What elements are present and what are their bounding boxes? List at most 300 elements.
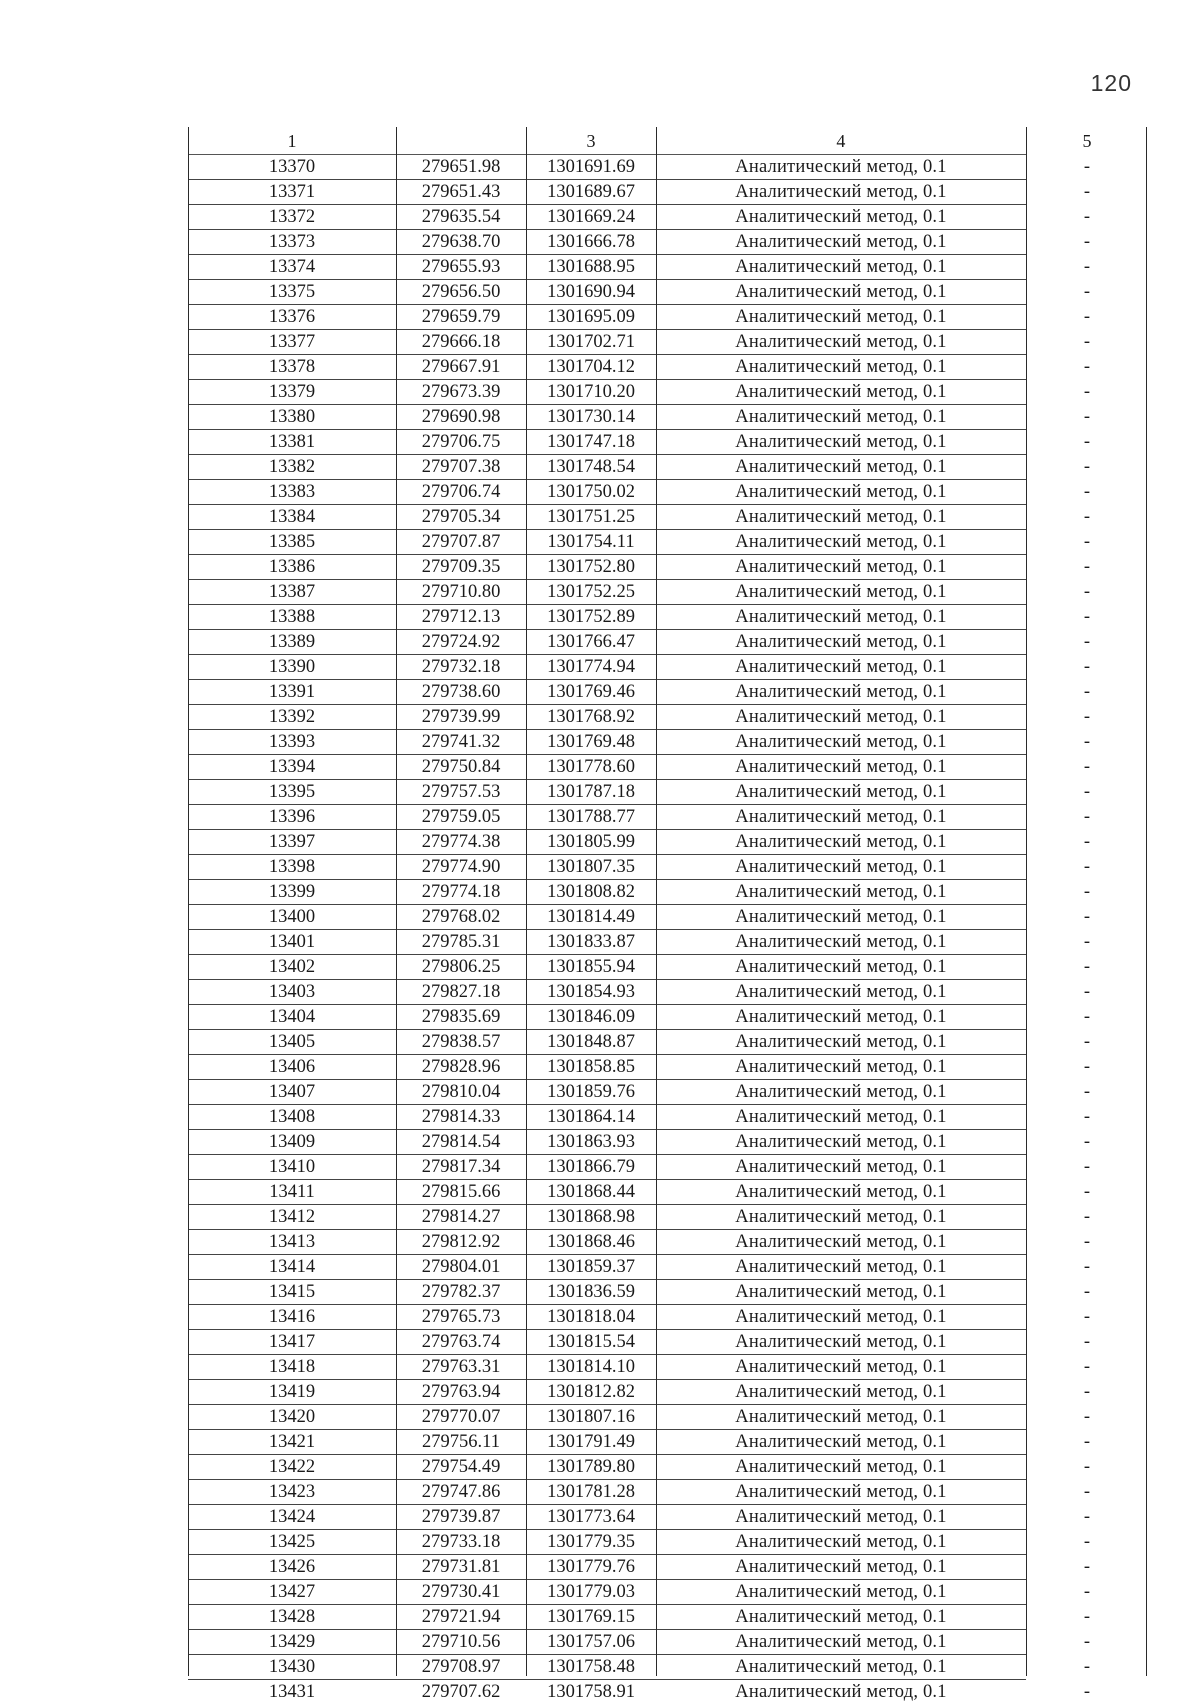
method-cell: Аналитический метод, 0.1 bbox=[656, 1580, 1026, 1605]
note-cell: - bbox=[1026, 1605, 1148, 1630]
table-row bbox=[188, 705, 1148, 730]
y-coordinate-cell: 1301814.49 bbox=[526, 905, 656, 930]
method-cell: Аналитический метод, 0.1 bbox=[656, 905, 1026, 930]
note-cell: - bbox=[1026, 280, 1148, 305]
note-cell: - bbox=[1026, 405, 1148, 430]
method-cell: Аналитический метод, 0.1 bbox=[656, 1455, 1026, 1480]
point-number-cell: 13376 bbox=[188, 305, 396, 330]
x-coordinate-cell: 279804.01 bbox=[396, 1255, 526, 1280]
table-row bbox=[188, 1480, 1148, 1505]
y-coordinate-cell: 1301779.35 bbox=[526, 1530, 656, 1555]
point-number-cell: 13428 bbox=[188, 1605, 396, 1630]
y-coordinate-cell: 1301818.04 bbox=[526, 1305, 656, 1330]
table-row bbox=[188, 905, 1148, 930]
x-coordinate-cell: 279774.18 bbox=[396, 880, 526, 905]
y-coordinate-cell: 1301689.67 bbox=[526, 180, 656, 205]
note-cell: - bbox=[1026, 880, 1148, 905]
table-row bbox=[188, 630, 1148, 655]
x-coordinate-cell: 279817.34 bbox=[396, 1155, 526, 1180]
note-cell: - bbox=[1026, 1555, 1148, 1580]
table-row bbox=[188, 255, 1148, 280]
method-cell: Аналитический метод, 0.1 bbox=[656, 1105, 1026, 1130]
column-header-2 bbox=[396, 127, 526, 155]
x-coordinate-cell: 279768.02 bbox=[396, 905, 526, 930]
method-cell: Аналитический метод, 0.1 bbox=[656, 330, 1026, 355]
method-cell: Аналитический метод, 0.1 bbox=[656, 830, 1026, 855]
column-header-5: 5 bbox=[1026, 127, 1148, 155]
table-row bbox=[188, 405, 1148, 430]
y-coordinate-cell: 1301778.60 bbox=[526, 755, 656, 780]
x-coordinate-cell: 279690.98 bbox=[396, 405, 526, 430]
y-coordinate-cell: 1301769.46 bbox=[526, 680, 656, 705]
y-coordinate-cell: 1301781.28 bbox=[526, 1480, 656, 1505]
method-cell: Аналитический метод, 0.1 bbox=[656, 880, 1026, 905]
note-cell: - bbox=[1026, 205, 1148, 230]
table-row bbox=[188, 1680, 1148, 1704]
y-coordinate-cell: 1301688.95 bbox=[526, 255, 656, 280]
method-cell: Аналитический метод, 0.1 bbox=[656, 1505, 1026, 1530]
note-cell: - bbox=[1026, 230, 1148, 255]
point-number-cell: 13403 bbox=[188, 980, 396, 1005]
note-cell: - bbox=[1026, 480, 1148, 505]
note-cell: - bbox=[1026, 580, 1148, 605]
x-coordinate-cell: 279747.86 bbox=[396, 1480, 526, 1505]
x-coordinate-cell: 279651.43 bbox=[396, 180, 526, 205]
table-row bbox=[188, 1655, 1148, 1680]
method-cell: Аналитический метод, 0.1 bbox=[656, 1405, 1026, 1430]
y-coordinate-cell: 1301868.98 bbox=[526, 1205, 656, 1230]
x-coordinate-cell: 279705.34 bbox=[396, 505, 526, 530]
point-number-cell: 13396 bbox=[188, 805, 396, 830]
point-number-cell: 13427 bbox=[188, 1580, 396, 1605]
x-coordinate-cell: 279706.74 bbox=[396, 480, 526, 505]
method-cell: Аналитический метод, 0.1 bbox=[656, 580, 1026, 605]
point-number-cell: 13384 bbox=[188, 505, 396, 530]
method-cell: Аналитический метод, 0.1 bbox=[656, 180, 1026, 205]
y-coordinate-cell: 1301750.02 bbox=[526, 480, 656, 505]
point-number-cell: 13413 bbox=[188, 1230, 396, 1255]
note-cell: - bbox=[1026, 1655, 1148, 1680]
note-cell: - bbox=[1026, 1380, 1148, 1405]
x-coordinate-cell: 279666.18 bbox=[396, 330, 526, 355]
point-number-cell: 13407 bbox=[188, 1080, 396, 1105]
y-coordinate-cell: 1301758.48 bbox=[526, 1655, 656, 1680]
y-coordinate-cell: 1301766.47 bbox=[526, 630, 656, 655]
method-cell: Аналитический метод, 0.1 bbox=[656, 1255, 1026, 1280]
note-cell: - bbox=[1026, 305, 1148, 330]
method-cell: Аналитический метод, 0.1 bbox=[656, 455, 1026, 480]
point-number-cell: 13373 bbox=[188, 230, 396, 255]
x-coordinate-cell: 279814.54 bbox=[396, 1130, 526, 1155]
method-cell: Аналитический метод, 0.1 bbox=[656, 1380, 1026, 1405]
x-coordinate-cell: 279731.81 bbox=[396, 1555, 526, 1580]
y-coordinate-cell: 1301815.54 bbox=[526, 1330, 656, 1355]
x-coordinate-cell: 279835.69 bbox=[396, 1005, 526, 1030]
note-cell: - bbox=[1026, 605, 1148, 630]
note-cell: - bbox=[1026, 1355, 1148, 1380]
note-cell: - bbox=[1026, 1005, 1148, 1030]
table-row bbox=[188, 1330, 1148, 1355]
note-cell: - bbox=[1026, 855, 1148, 880]
table-divider-3 bbox=[656, 127, 657, 1676]
y-coordinate-cell: 1301855.94 bbox=[526, 955, 656, 980]
page-number: 120 bbox=[1091, 70, 1132, 97]
point-number-cell: 13371 bbox=[188, 180, 396, 205]
y-coordinate-cell: 1301666.78 bbox=[526, 230, 656, 255]
method-cell: Аналитический метод, 0.1 bbox=[656, 1005, 1026, 1030]
y-coordinate-cell: 1301752.25 bbox=[526, 580, 656, 605]
point-number-cell: 13399 bbox=[188, 880, 396, 905]
method-cell: Аналитический метод, 0.1 bbox=[656, 705, 1026, 730]
point-number-cell: 13426 bbox=[188, 1555, 396, 1580]
table-row bbox=[188, 930, 1148, 955]
method-cell: Аналитический метод, 0.1 bbox=[656, 1355, 1026, 1380]
x-coordinate-cell: 279667.91 bbox=[396, 355, 526, 380]
point-number-cell: 13372 bbox=[188, 205, 396, 230]
method-cell: Аналитический метод, 0.1 bbox=[656, 305, 1026, 330]
note-cell: - bbox=[1026, 780, 1148, 805]
note-cell: - bbox=[1026, 755, 1148, 780]
table-row bbox=[188, 1630, 1148, 1655]
table-row bbox=[188, 1355, 1148, 1380]
table-row bbox=[188, 1030, 1148, 1055]
x-coordinate-cell: 279763.94 bbox=[396, 1380, 526, 1405]
note-cell: - bbox=[1026, 830, 1148, 855]
y-coordinate-cell: 1301774.94 bbox=[526, 655, 656, 680]
method-cell: Аналитический метод, 0.1 bbox=[656, 1155, 1026, 1180]
y-coordinate-cell: 1301848.87 bbox=[526, 1030, 656, 1055]
point-number-cell: 13408 bbox=[188, 1105, 396, 1130]
note-cell: - bbox=[1026, 655, 1148, 680]
note-cell: - bbox=[1026, 1480, 1148, 1505]
table-row bbox=[188, 1455, 1148, 1480]
method-cell: Аналитический метод, 0.1 bbox=[656, 1630, 1026, 1655]
note-cell: - bbox=[1026, 1205, 1148, 1230]
note-cell: - bbox=[1026, 1080, 1148, 1105]
method-cell: Аналитический метод, 0.1 bbox=[656, 1330, 1026, 1355]
point-number-cell: 13418 bbox=[188, 1355, 396, 1380]
method-cell: Аналитический метод, 0.1 bbox=[656, 1680, 1026, 1704]
point-number-cell: 13430 bbox=[188, 1655, 396, 1680]
y-coordinate-cell: 1301788.77 bbox=[526, 805, 656, 830]
table-divider-2 bbox=[526, 127, 527, 1676]
method-cell: Аналитический метод, 0.1 bbox=[656, 630, 1026, 655]
table-divider-1 bbox=[396, 127, 397, 1676]
method-cell: Аналитический метод, 0.1 bbox=[656, 480, 1026, 505]
point-number-cell: 13383 bbox=[188, 480, 396, 505]
point-number-cell: 13378 bbox=[188, 355, 396, 380]
x-coordinate-cell: 279710.56 bbox=[396, 1630, 526, 1655]
table-row bbox=[188, 1080, 1148, 1105]
y-coordinate-cell: 1301773.64 bbox=[526, 1505, 656, 1530]
method-cell: Аналитический метод, 0.1 bbox=[656, 1180, 1026, 1205]
table-row bbox=[188, 1530, 1148, 1555]
table-row bbox=[188, 505, 1148, 530]
point-number-cell: 13424 bbox=[188, 1505, 396, 1530]
x-coordinate-cell: 279812.92 bbox=[396, 1230, 526, 1255]
method-cell: Аналитический метод, 0.1 bbox=[656, 1655, 1026, 1680]
method-cell: Аналитический метод, 0.1 bbox=[656, 980, 1026, 1005]
point-number-cell: 13394 bbox=[188, 755, 396, 780]
note-cell: - bbox=[1026, 1180, 1148, 1205]
note-cell: - bbox=[1026, 505, 1148, 530]
method-cell: Аналитический метод, 0.1 bbox=[656, 780, 1026, 805]
x-coordinate-cell: 279673.39 bbox=[396, 380, 526, 405]
method-cell: Аналитический метод, 0.1 bbox=[656, 930, 1026, 955]
table-row bbox=[188, 580, 1148, 605]
table-row bbox=[188, 880, 1148, 905]
y-coordinate-cell: 1301866.79 bbox=[526, 1155, 656, 1180]
note-cell: - bbox=[1026, 980, 1148, 1005]
column-header-3: 3 bbox=[526, 127, 656, 155]
method-cell: Аналитический метод, 0.1 bbox=[656, 1130, 1026, 1155]
x-coordinate-cell: 279763.31 bbox=[396, 1355, 526, 1380]
x-coordinate-cell: 279814.27 bbox=[396, 1205, 526, 1230]
x-coordinate-cell: 279785.31 bbox=[396, 930, 526, 955]
method-cell: Аналитический метод, 0.1 bbox=[656, 1230, 1026, 1255]
x-coordinate-cell: 279707.87 bbox=[396, 530, 526, 555]
y-coordinate-cell: 1301846.09 bbox=[526, 1005, 656, 1030]
method-cell: Аналитический метод, 0.1 bbox=[656, 380, 1026, 405]
table-row bbox=[188, 855, 1148, 880]
y-coordinate-cell: 1301691.69 bbox=[526, 155, 656, 180]
point-number-cell: 13389 bbox=[188, 630, 396, 655]
x-coordinate-cell: 279754.49 bbox=[396, 1455, 526, 1480]
x-coordinate-cell: 279656.50 bbox=[396, 280, 526, 305]
table-row bbox=[188, 1180, 1148, 1205]
table-row bbox=[188, 655, 1148, 680]
point-number-cell: 13380 bbox=[188, 405, 396, 430]
point-number-cell: 13398 bbox=[188, 855, 396, 880]
y-coordinate-cell: 1301748.54 bbox=[526, 455, 656, 480]
y-coordinate-cell: 1301690.94 bbox=[526, 280, 656, 305]
method-cell: Аналитический метод, 0.1 bbox=[656, 1430, 1026, 1455]
note-cell: - bbox=[1026, 155, 1148, 180]
table-row bbox=[188, 1380, 1148, 1405]
method-cell: Аналитический метод, 0.1 bbox=[656, 680, 1026, 705]
method-cell: Аналитический метод, 0.1 bbox=[656, 1080, 1026, 1105]
method-cell: Аналитический метод, 0.1 bbox=[656, 230, 1026, 255]
y-coordinate-cell: 1301779.03 bbox=[526, 1580, 656, 1605]
y-coordinate-cell: 1301863.93 bbox=[526, 1130, 656, 1155]
method-cell: Аналитический метод, 0.1 bbox=[656, 1605, 1026, 1630]
method-cell: Аналитический метод, 0.1 bbox=[656, 1055, 1026, 1080]
table-row bbox=[188, 1605, 1148, 1630]
x-coordinate-cell: 279730.41 bbox=[396, 1580, 526, 1605]
table-divider-4 bbox=[1026, 127, 1027, 1676]
point-number-cell: 13377 bbox=[188, 330, 396, 355]
note-cell: - bbox=[1026, 380, 1148, 405]
table-row bbox=[188, 1055, 1148, 1080]
table-row bbox=[188, 730, 1148, 755]
note-cell: - bbox=[1026, 805, 1148, 830]
method-cell: Аналитический метод, 0.1 bbox=[656, 430, 1026, 455]
table-row bbox=[188, 480, 1148, 505]
y-coordinate-cell: 1301752.80 bbox=[526, 555, 656, 580]
x-coordinate-cell: 279827.18 bbox=[396, 980, 526, 1005]
point-number-cell: 13411 bbox=[188, 1180, 396, 1205]
point-number-cell: 13414 bbox=[188, 1255, 396, 1280]
note-cell: - bbox=[1026, 1055, 1148, 1080]
table-row bbox=[188, 155, 1148, 180]
note-cell: - bbox=[1026, 1405, 1148, 1430]
method-cell: Аналитический метод, 0.1 bbox=[656, 730, 1026, 755]
table-row bbox=[188, 1205, 1148, 1230]
table-row bbox=[188, 755, 1148, 780]
x-coordinate-cell: 279770.07 bbox=[396, 1405, 526, 1430]
note-cell: - bbox=[1026, 1580, 1148, 1605]
x-coordinate-cell: 279838.57 bbox=[396, 1030, 526, 1055]
table-row bbox=[188, 355, 1148, 380]
x-coordinate-cell: 279814.33 bbox=[396, 1105, 526, 1130]
x-coordinate-cell: 279774.90 bbox=[396, 855, 526, 880]
point-number-cell: 13417 bbox=[188, 1330, 396, 1355]
point-number-cell: 13386 bbox=[188, 555, 396, 580]
x-coordinate-cell: 279765.73 bbox=[396, 1305, 526, 1330]
method-cell: Аналитический метод, 0.1 bbox=[656, 655, 1026, 680]
x-coordinate-cell: 279759.05 bbox=[396, 805, 526, 830]
method-cell: Аналитический метод, 0.1 bbox=[656, 255, 1026, 280]
note-cell: - bbox=[1026, 430, 1148, 455]
note-cell: - bbox=[1026, 1030, 1148, 1055]
y-coordinate-cell: 1301868.44 bbox=[526, 1180, 656, 1205]
table-row bbox=[188, 805, 1148, 830]
x-coordinate-cell: 279655.93 bbox=[396, 255, 526, 280]
note-cell: - bbox=[1026, 180, 1148, 205]
y-coordinate-cell: 1301859.37 bbox=[526, 1255, 656, 1280]
point-number-cell: 13379 bbox=[188, 380, 396, 405]
method-cell: Аналитический метод, 0.1 bbox=[656, 1555, 1026, 1580]
point-number-cell: 13374 bbox=[188, 255, 396, 280]
method-cell: Аналитический метод, 0.1 bbox=[656, 755, 1026, 780]
column-header-1: 1 bbox=[188, 127, 396, 155]
note-cell: - bbox=[1026, 680, 1148, 705]
method-cell: Аналитический метод, 0.1 bbox=[656, 355, 1026, 380]
table-row bbox=[188, 380, 1148, 405]
point-number-cell: 13405 bbox=[188, 1030, 396, 1055]
x-coordinate-cell: 279710.80 bbox=[396, 580, 526, 605]
table-row bbox=[188, 280, 1148, 305]
point-number-cell: 13390 bbox=[188, 655, 396, 680]
table-row bbox=[188, 980, 1148, 1005]
note-cell: - bbox=[1026, 555, 1148, 580]
y-coordinate-cell: 1301769.48 bbox=[526, 730, 656, 755]
table-row bbox=[188, 1230, 1148, 1255]
point-number-cell: 13404 bbox=[188, 1005, 396, 1030]
x-coordinate-cell: 279774.38 bbox=[396, 830, 526, 855]
y-coordinate-cell: 1301669.24 bbox=[526, 205, 656, 230]
table-row bbox=[188, 530, 1148, 555]
y-coordinate-cell: 1301833.87 bbox=[526, 930, 656, 955]
method-cell: Аналитический метод, 0.1 bbox=[656, 555, 1026, 580]
y-coordinate-cell: 1301769.15 bbox=[526, 1605, 656, 1630]
method-cell: Аналитический метод, 0.1 bbox=[656, 1030, 1026, 1055]
point-number-cell: 13387 bbox=[188, 580, 396, 605]
note-cell: - bbox=[1026, 1155, 1148, 1180]
table-row bbox=[188, 830, 1148, 855]
x-coordinate-cell: 279638.70 bbox=[396, 230, 526, 255]
y-coordinate-cell: 1301702.71 bbox=[526, 330, 656, 355]
point-number-cell: 13402 bbox=[188, 955, 396, 980]
point-number-cell: 13412 bbox=[188, 1205, 396, 1230]
y-coordinate-cell: 1301789.80 bbox=[526, 1455, 656, 1480]
point-number-cell: 13425 bbox=[188, 1530, 396, 1555]
y-coordinate-cell: 1301814.10 bbox=[526, 1355, 656, 1380]
x-coordinate-cell: 279810.04 bbox=[396, 1080, 526, 1105]
y-coordinate-cell: 1301752.89 bbox=[526, 605, 656, 630]
x-coordinate-cell: 279757.53 bbox=[396, 780, 526, 805]
column-header-4: 4 bbox=[656, 127, 1026, 155]
table-row bbox=[188, 1555, 1148, 1580]
method-cell: Аналитический метод, 0.1 bbox=[656, 205, 1026, 230]
table-row bbox=[188, 1130, 1148, 1155]
table-row bbox=[188, 1105, 1148, 1130]
x-coordinate-cell: 279750.84 bbox=[396, 755, 526, 780]
table-row bbox=[188, 455, 1148, 480]
coordinates-table bbox=[188, 127, 1148, 1704]
y-coordinate-cell: 1301859.76 bbox=[526, 1080, 656, 1105]
note-cell: - bbox=[1026, 1230, 1148, 1255]
note-cell: - bbox=[1026, 1255, 1148, 1280]
point-number-cell: 13406 bbox=[188, 1055, 396, 1080]
point-number-cell: 13423 bbox=[188, 1480, 396, 1505]
note-cell: - bbox=[1026, 705, 1148, 730]
x-coordinate-cell: 279707.62 bbox=[396, 1680, 526, 1704]
note-cell: - bbox=[1026, 1105, 1148, 1130]
method-cell: Аналитический метод, 0.1 bbox=[656, 805, 1026, 830]
note-cell: - bbox=[1026, 730, 1148, 755]
table-row bbox=[188, 205, 1148, 230]
method-cell: Аналитический метод, 0.1 bbox=[656, 955, 1026, 980]
x-coordinate-cell: 279815.66 bbox=[396, 1180, 526, 1205]
y-coordinate-cell: 1301710.20 bbox=[526, 380, 656, 405]
table-row bbox=[188, 180, 1148, 205]
point-number-cell: 13422 bbox=[188, 1455, 396, 1480]
y-coordinate-cell: 1301747.18 bbox=[526, 430, 656, 455]
y-coordinate-cell: 1301805.99 bbox=[526, 830, 656, 855]
y-coordinate-cell: 1301808.82 bbox=[526, 880, 656, 905]
method-cell: Аналитический метод, 0.1 bbox=[656, 1480, 1026, 1505]
x-coordinate-cell: 279733.18 bbox=[396, 1530, 526, 1555]
method-cell: Аналитический метод, 0.1 bbox=[656, 855, 1026, 880]
x-coordinate-cell: 279738.60 bbox=[396, 680, 526, 705]
y-coordinate-cell: 1301757.06 bbox=[526, 1630, 656, 1655]
table-border-left bbox=[188, 127, 189, 1676]
x-coordinate-cell: 279739.87 bbox=[396, 1505, 526, 1530]
x-coordinate-cell: 279763.74 bbox=[396, 1330, 526, 1355]
method-cell: Аналитический метод, 0.1 bbox=[656, 1530, 1026, 1555]
note-cell: - bbox=[1026, 1430, 1148, 1455]
table-row bbox=[188, 1255, 1148, 1280]
point-number-cell: 13415 bbox=[188, 1280, 396, 1305]
table-row bbox=[188, 1005, 1148, 1030]
point-number-cell: 13416 bbox=[188, 1305, 396, 1330]
point-number-cell: 13400 bbox=[188, 905, 396, 930]
y-coordinate-cell: 1301858.85 bbox=[526, 1055, 656, 1080]
note-cell: - bbox=[1026, 1630, 1148, 1655]
y-coordinate-cell: 1301836.59 bbox=[526, 1280, 656, 1305]
method-cell: Аналитический метод, 0.1 bbox=[656, 605, 1026, 630]
y-coordinate-cell: 1301864.14 bbox=[526, 1105, 656, 1130]
y-coordinate-cell: 1301812.82 bbox=[526, 1380, 656, 1405]
table-row bbox=[188, 230, 1148, 255]
point-number-cell: 13429 bbox=[188, 1630, 396, 1655]
point-number-cell: 13388 bbox=[188, 605, 396, 630]
point-number-cell: 13401 bbox=[188, 930, 396, 955]
y-coordinate-cell: 1301730.14 bbox=[526, 405, 656, 430]
y-coordinate-cell: 1301787.18 bbox=[526, 780, 656, 805]
x-coordinate-cell: 279635.54 bbox=[396, 205, 526, 230]
